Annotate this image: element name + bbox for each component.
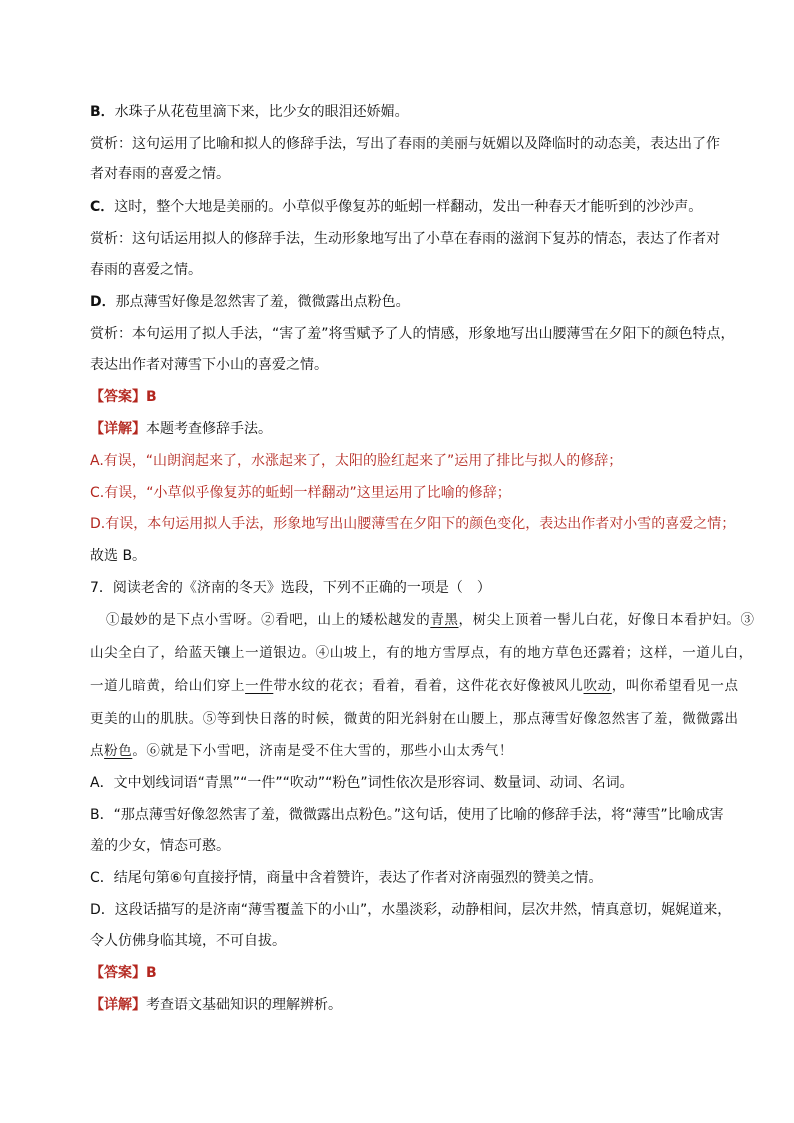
detail-option-c: C.有误，“小草似乎像复苏的蚯蚓一样翻动”这里运用了比喻的修辞； xyxy=(90,485,511,501)
question-7-stem: 7．阅读老舍的《济南的冬天》选段，下列不正确的一项是（ ） xyxy=(90,580,491,596)
option-c-analysis-1: 赏析：这句话运用拟人的修辞手法，生动形象地写出了小草在春雨的滋润下复苏的情态，表达了作者对 xyxy=(90,231,720,247)
question-7-option-d-1: D．这段话描写的是济南“薄雪覆盖下的小山”，水墨淡彩，动静相间，层次井然，情真意切，娓娓道来， xyxy=(90,902,732,918)
question-7-detail-line xyxy=(90,995,342,1015)
underlined-word-yijian: 一件 xyxy=(245,678,274,694)
option-c-line xyxy=(90,197,702,217)
option-d-analysis-1: 赏析：本句运用了拟人手法，“害了羞”将雪赋予了人的情感，形象地写出山腰薄雪在夕阳下的颜色特点， xyxy=(90,326,735,342)
detail-line xyxy=(90,419,272,439)
underlined-word-fense: 粉色 xyxy=(104,743,133,759)
underlined-word-chuidong: 吹动 xyxy=(583,678,612,694)
option-c-text: 这时，整个大地是美丽的。小草似乎像复苏的蚯蚓一样翻动，发出一种春天才能听到的沙沙声。 xyxy=(114,199,703,215)
passage-line-3: 一道儿暗黄，给山们穿上一件带水纹的花衣；看着，看着，这件花衣好像被风儿吹动，叫你希望看见一点 xyxy=(90,678,739,694)
option-d-line xyxy=(90,292,410,312)
option-b-analysis-2: 者对春雨的喜爱之情。 xyxy=(90,166,230,182)
question-7-option-b-1: B．“那点薄雪好像忽然害了羞，微微露出点粉色。”这句话，使用了比喻的修辞手法，将“薄雪”比喻成害 xyxy=(90,807,724,823)
detail-choose: 故选 B。 xyxy=(90,548,147,564)
detail-text: 本题考查修辞手法。 xyxy=(146,421,272,437)
option-d-analysis-2: 表达出作者对薄雪下小山的喜爱之情。 xyxy=(90,357,328,373)
answer-value: B xyxy=(146,389,157,405)
detail-option-d: D.有误，本句运用拟人手法，形象地写出山腰薄雪在夕阳下的颜色变化，表达出作者对小雪的喜爱之情； xyxy=(90,516,736,532)
option-c-analysis-2: 春雨的喜爱之情。 xyxy=(90,262,202,278)
option-d-label: D． xyxy=(90,294,116,310)
passage-line-2: 山尖全白了，给蓝天镶上一道银边。④山坡上，有的地方雪厚点，有的地方草色还露着；这样，一道儿白， xyxy=(90,645,753,661)
question-7-option-c: C．结尾句第⑥句直接抒情，商量中含着赞许，表达了作者对济南强烈的赞美之情。 xyxy=(90,870,603,886)
question-7-answer-value: B xyxy=(146,965,157,981)
option-d-text: 那点薄雪好像是忽然害了羞，微微露出点粉色。 xyxy=(115,294,410,310)
question-7-answer-line xyxy=(90,963,157,983)
answer-tag: 【答案】 xyxy=(90,389,146,405)
question-7-detail-tag: 【详解】 xyxy=(90,997,146,1013)
question-7-option-a: A．文中划线词语“青黑”“一件”“吹动”“粉色”词性依次是形容词、数量词、动词、名词。 xyxy=(90,775,634,791)
option-b-label: B． xyxy=(90,104,115,120)
passage-line-5: 点粉色。⑥就是下小雪吧，济南是受不住大雪的，那些小山太秀气！ xyxy=(90,743,514,759)
underlined-word-qinghei: 青黑 xyxy=(430,612,459,628)
question-7-answer-tag: 【答案】 xyxy=(90,965,146,981)
passage-line-4: 更美的山的肌肤。⑤等到快日落的时候，微黄的阳光斜射在山腰上，那点薄雪好像忽然害了羞，微微露出 xyxy=(90,711,739,727)
option-c-label: C． xyxy=(90,199,115,215)
detail-option-a: A.有误，“山朗润起来了，水涨起来了，太阳的脸红起来了”运用了排比与拟人的修辞； xyxy=(90,453,623,469)
option-b-analysis-1: 赏析：这句运用了比喻和拟人的修辞手法，写出了春雨的美丽与妩媚以及降临时的动态美，表达出了作 xyxy=(90,136,720,152)
option-b-line xyxy=(90,102,409,122)
question-7-option-d-2: 令人仿佛身临其境，不可自拔。 xyxy=(90,933,286,949)
option-b-text: 水珠子从花苞里滴下来，比少女的眼泪还娇媚。 xyxy=(114,104,409,120)
detail-tag: 【详解】 xyxy=(90,421,146,437)
passage-line-1: ①最妙的是下点小雪呀。②看吧，山上的矮松越发的青黑，树尖上顶着一髻儿白花，好像日本看护妇。③ xyxy=(106,612,755,628)
question-7-detail-text: 考查语文基础知识的理解辨析。 xyxy=(146,997,342,1013)
answer-line xyxy=(90,387,157,407)
question-7-option-b-2: 羞的少女，情态可憨。 xyxy=(90,838,230,854)
